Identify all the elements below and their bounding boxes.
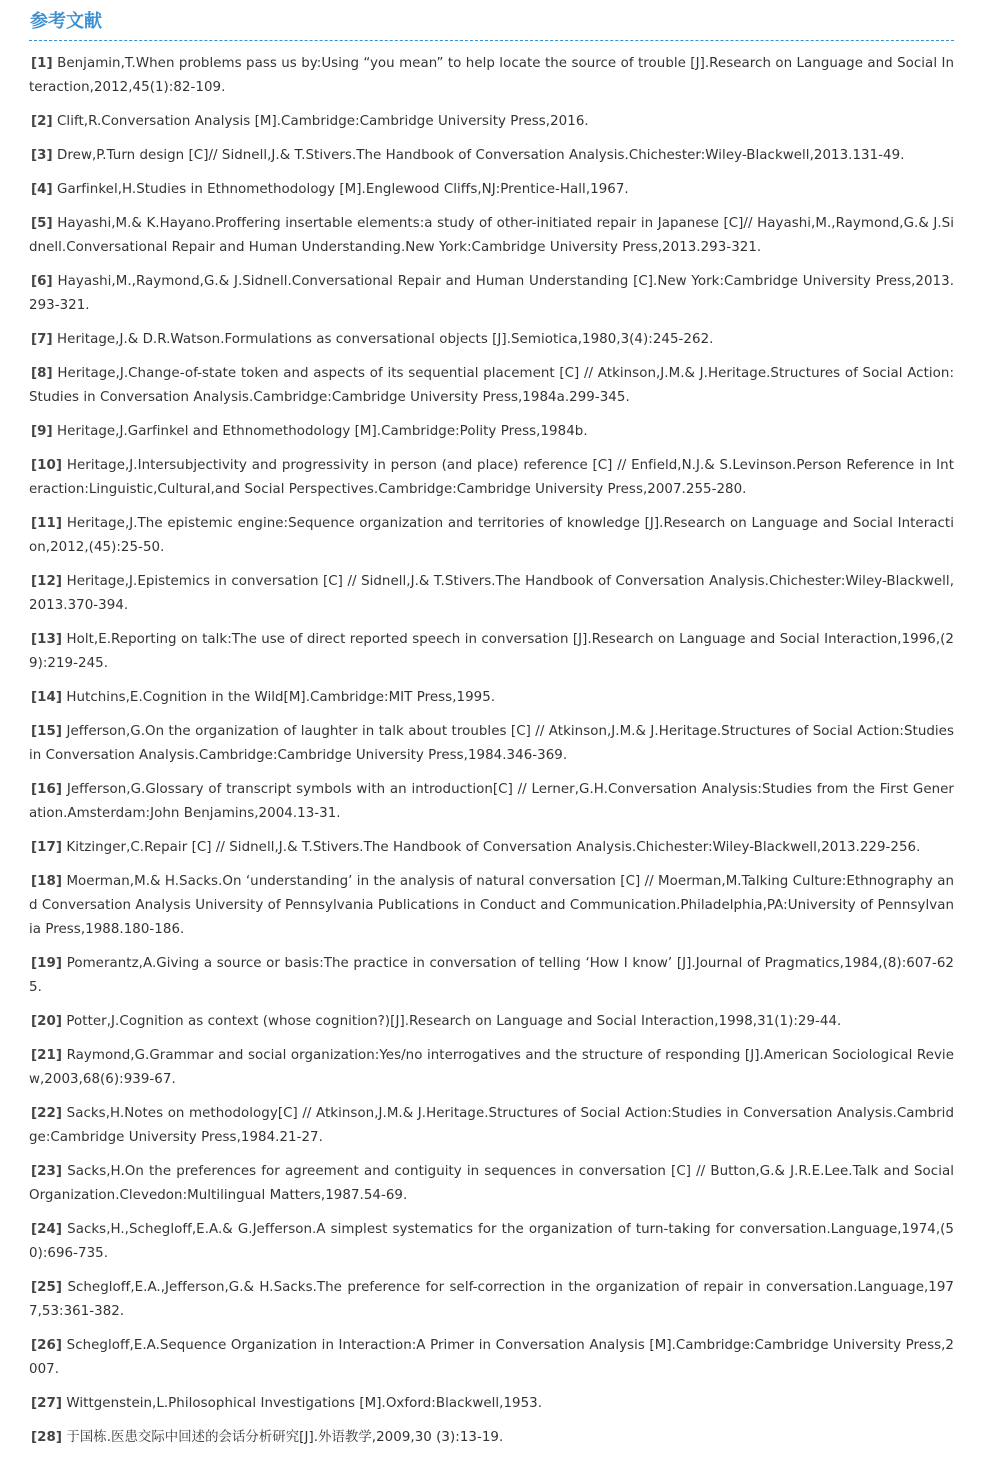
reference-number: [27] bbox=[31, 1396, 63, 1411]
reference-number: [16] bbox=[31, 782, 63, 797]
reference-text: Hutchins,E.Cognition in the Wild[M].Cambridge:MIT Press,1995. bbox=[66, 690, 496, 705]
reference-number: [19] bbox=[31, 956, 63, 971]
reference-number: [21] bbox=[31, 1048, 63, 1063]
reference-number: [22] bbox=[31, 1106, 63, 1121]
reference-item bbox=[29, 1160, 954, 1208]
reference-item bbox=[29, 270, 954, 318]
reference-number: [11] bbox=[31, 516, 63, 531]
reference-text: Potter,J.Cognition as context (whose cognition?)[J].Research on Language and Social Interaction,1998,31(1):29-44. bbox=[66, 1014, 842, 1029]
reference-text: Hayashi,M.& K.Hayano.Proffering insertable elements:a study of other-initiated repair in Japanese [C]// Hayashi,M.,Raymond,G.& J.Sidnell.Conversational Repair and Human Understanding.New York:Cambridge University Press,2013.293-321. bbox=[29, 216, 954, 255]
reference-text: Heritage,J.Epistemics in conversation [C] // Sidnell,J.& T.Stivers.The Handbook of Conversation Analysis.Chichester:Wiley-Blackwell,2013.370-394. bbox=[29, 574, 954, 613]
reference-number: [1] bbox=[31, 56, 53, 71]
reference-list bbox=[29, 52, 954, 1450]
reference-text: Jefferson,G.Glossary of transcript symbols with an introduction[C] // Lerner,G.H.Conversation Analysis:Studies from the First Generation.Amsterdam:John Benjamins,2004.13-31. bbox=[29, 782, 954, 821]
reference-item bbox=[29, 52, 954, 100]
reference-text: 于国栋.医患交际中回述的会话分析研究[J].外语教学,2009,30 (3):13-19. bbox=[66, 1430, 504, 1445]
reference-text: Benjamin,T.When problems pass us by:Using “you mean” to help locate the source of trouble [J].Research on Language and Social Interaction,2012,45(1):82-109. bbox=[29, 56, 954, 95]
reference-number: [28] bbox=[31, 1430, 63, 1445]
reference-text: Sacks,H.On the preferences for agreement and contiguity in sequences in conversation [C] // Button,G.& J.R.E.Lee.Talk and Social Organization.Clevedon:Multilingual Matters,1987.54-69. bbox=[29, 1164, 954, 1203]
reference-text: Holt,E.Reporting on talk:The use of direct reported speech in conversation [J].Research on Language and Social Interaction,1996,(29):219-245. bbox=[29, 632, 955, 671]
reference-text: Sacks,H.Notes on methodology[C] // Atkinson,J.M.& J.Heritage.Structures of Social Action:Studies in Conversation Analysis.Cambridge:Cambridge University Press,1984.21-27. bbox=[29, 1106, 955, 1145]
reference-number: [24] bbox=[31, 1222, 63, 1237]
reference-text: Heritage,J.The epistemic engine:Sequence organization and territories of knowledge [J].Research on Language and Social Interaction,2012,(45):25-50. bbox=[29, 516, 954, 555]
reference-text: Moerman,M.& H.Sacks.On ‘understanding’ in the analysis of natural conversation [C] // Moerman,M.Talking Culture:Ethnography and Conversation Analysis University of Pennsylvania Publications in Conduct and Communication.Philadelphia,PA:University of Pennsylvania Press,1988.180-186. bbox=[29, 874, 955, 937]
reference-item bbox=[29, 686, 954, 710]
reference-item bbox=[29, 328, 954, 352]
reference-text: Heritage,J.Change-of-state token and aspects of its sequential placement [C] // Atkinson,J.M.& J.Heritage.Structures of Social Action:Studies in Conversation Analysis.Cambridge:Cambridge University Press,1984a.299-345. bbox=[29, 366, 955, 405]
reference-number: [9] bbox=[31, 424, 53, 439]
reference-item bbox=[29, 1044, 954, 1092]
reference-item bbox=[29, 1102, 954, 1150]
reference-number: [5] bbox=[31, 216, 53, 231]
reference-item bbox=[29, 1010, 954, 1034]
reference-item bbox=[29, 1392, 954, 1416]
reference-item bbox=[29, 1218, 954, 1266]
reference-item bbox=[29, 144, 954, 168]
reference-text: Garfinkel,H.Studies in Ethnomethodology [M].Englewood Cliffs,NJ:Prentice-Hall,1967. bbox=[57, 182, 629, 197]
reference-item bbox=[29, 212, 954, 260]
reference-number: [15] bbox=[31, 724, 63, 739]
reference-text: Pomerantz,A.Giving a source or basis:The practice in conversation of telling ‘How I know’ [J].Journal of Pragmatics,1984,(8):607-625. bbox=[29, 956, 954, 995]
reference-item bbox=[29, 362, 954, 410]
reference-item bbox=[29, 454, 954, 502]
reference-text: Schegloff,E.A.,Jefferson,G.& H.Sacks.The preference for self-correction in the organization of repair in conversation.Language,1977,53:361-382. bbox=[29, 1280, 955, 1319]
reference-number: [6] bbox=[31, 274, 53, 289]
reference-item bbox=[29, 1334, 954, 1382]
reference-number: [14] bbox=[31, 690, 63, 705]
reference-text: Jefferson,G.On the organization of laughter in talk about troubles [C] // Atkinson,J.M.& J.Heritage.Structures of Social Action:Studies in Conversation Analysis.Cambridge:Cambridge University Press,1984.346-369. bbox=[29, 724, 954, 763]
reference-number: [20] bbox=[31, 1014, 63, 1029]
reference-item bbox=[29, 870, 954, 942]
reference-item bbox=[29, 836, 954, 860]
reference-number: [13] bbox=[31, 632, 63, 647]
reference-number: [18] bbox=[31, 874, 63, 889]
reference-text: Schegloff,E.A.Sequence Organization in Interaction:A Primer in Conversation Analysis [M].Cambridge:Cambridge University Press,2007. bbox=[29, 1338, 955, 1377]
reference-text: Raymond,G.Grammar and social organization:Yes/no interrogatives and the structure of responding [J].American Sociological Review,2003,68(6):939-67. bbox=[29, 1048, 954, 1087]
reference-item bbox=[29, 512, 954, 560]
reference-item bbox=[29, 1276, 954, 1324]
reference-item bbox=[29, 110, 954, 134]
reference-item bbox=[29, 1426, 954, 1450]
reference-item bbox=[29, 178, 954, 202]
reference-item bbox=[29, 778, 954, 826]
reference-number: [26] bbox=[31, 1338, 63, 1353]
reference-text: Kitzinger,C.Repair [C] // Sidnell,J.& T.Stivers.The Handbook of Conversation Analysis.Chichester:Wiley-Blackwell,2013.229-256. bbox=[66, 840, 921, 855]
reference-text: Wittgenstein,L.Philosophical Investigations [M].Oxford:Blackwell,1953. bbox=[66, 1396, 543, 1411]
reference-number: [3] bbox=[31, 148, 53, 163]
reference-number: [10] bbox=[31, 458, 63, 473]
reference-item bbox=[29, 952, 954, 1000]
reference-text: Heritage,J.Intersubjectivity and progressivity in person (and place) reference [C] // Enfield,N.J.& S.Levinson.Person Reference in Interaction:Linguistic,Cultural,and Social Perspectives.Cambridge:Cambridge University Press,2007.255-280. bbox=[29, 458, 954, 497]
reference-number: [7] bbox=[31, 332, 53, 347]
reference-text: Sacks,H.,Schegloff,E.A.& G.Jefferson.A simplest systematics for the organization of turn-taking for conversation.Language,1974,(50):696-735. bbox=[29, 1222, 954, 1261]
reference-number: [12] bbox=[31, 574, 63, 589]
section-title: 参考文献 bbox=[30, 11, 102, 32]
reference-text: Drew,P.Turn design [C]// Sidnell,J.& T.Stivers.The Handbook of Conversation Analysis.Chichester:Wiley-Blackwell,2013.131-49. bbox=[57, 148, 905, 163]
reference-number: [4] bbox=[31, 182, 53, 197]
reference-text: Heritage,J.Garfinkel and Ethnomethodology [M].Cambridge:Polity Press,1984b. bbox=[57, 424, 588, 439]
reference-text: Heritage,J.& D.R.Watson.Formulations as conversational objects [J].Semiotica,1980,3(4):245-262. bbox=[57, 332, 714, 347]
title-divider bbox=[29, 40, 954, 41]
reference-text: Hayashi,M.,Raymond,G.& J.Sidnell.Conversational Repair and Human Understanding [C].New York:Cambridge University Press,2013.293-321. bbox=[29, 274, 954, 313]
reference-number: [17] bbox=[31, 840, 63, 855]
reference-item bbox=[29, 570, 954, 618]
reference-text: Clift,R.Conversation Analysis [M].Cambridge:Cambridge University Press,2016. bbox=[57, 114, 589, 129]
reference-item bbox=[29, 720, 954, 768]
reference-item bbox=[29, 628, 954, 676]
reference-number: [8] bbox=[31, 366, 53, 381]
reference-number: [23] bbox=[31, 1164, 63, 1179]
reference-item bbox=[29, 420, 954, 444]
reference-number: [25] bbox=[31, 1280, 63, 1295]
reference-number: [2] bbox=[31, 114, 53, 129]
